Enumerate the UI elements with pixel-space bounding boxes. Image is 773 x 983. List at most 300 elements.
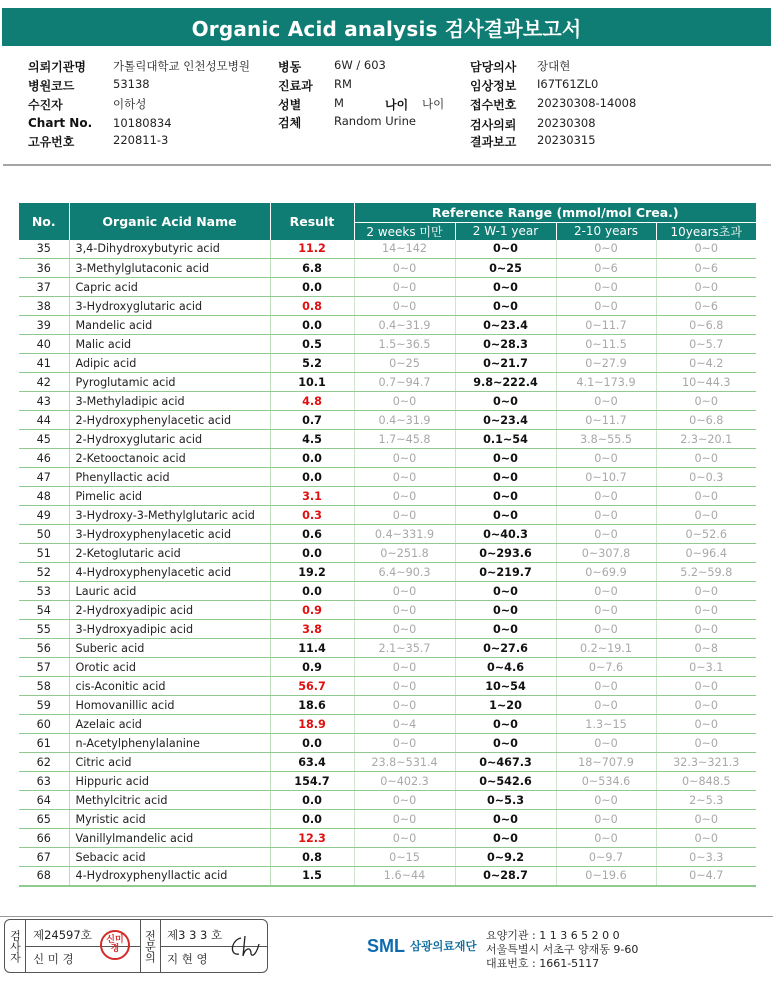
table-row: [19, 240, 756, 259]
range-2w-1y: 0~27.6: [455, 639, 556, 658]
acid-name: Capric acid: [69, 278, 270, 297]
row-number: 50: [19, 525, 69, 544]
range-over-10y: 0~0: [656, 696, 756, 715]
range-under-2-weeks: 0~0: [354, 449, 455, 468]
range-2w-1y: 0~0: [455, 392, 556, 411]
range-2w-1y: 0~0: [455, 468, 556, 487]
range-2w-1y: 0~467.3: [455, 753, 556, 772]
range-2w-1y: 0~293.6: [455, 544, 556, 563]
row-number: 61: [19, 734, 69, 753]
range-under-2-weeks: 0~4: [354, 715, 455, 734]
range-2-10y: 0~0: [556, 734, 656, 753]
table-row: [19, 772, 756, 791]
range-2w-1y: 0~0: [455, 601, 556, 620]
range-under-2-weeks: 0~0: [354, 601, 455, 620]
table-row: [19, 582, 756, 601]
clinical-value: I67T61ZL0: [537, 77, 599, 91]
row-number: 67: [19, 848, 69, 867]
range-2w-1y: 0~0: [455, 715, 556, 734]
range-2-10y: 0~307.8: [556, 544, 656, 563]
table-row: [19, 544, 756, 563]
result-value: 0.3: [270, 506, 354, 525]
acid-name: 2-Ketooctanoic acid: [69, 449, 270, 468]
table-row: [19, 829, 756, 848]
range-over-10y: 10~44.3: [656, 373, 756, 392]
range-2-10y: 0~9.7: [556, 848, 656, 867]
acid-name: Myristic acid: [69, 810, 270, 829]
range-2-10y: 0~534.6: [556, 772, 656, 791]
footer-divider: [0, 916, 773, 917]
header-range-over-10y: 10years초과: [656, 222, 756, 240]
range-2w-1y: 1~20: [455, 696, 556, 715]
result-value: 18.9: [270, 715, 354, 734]
range-2-10y: 0~0: [556, 392, 656, 411]
range-2w-1y: 0~9.2: [455, 848, 556, 867]
range-under-2-weeks: 0~0: [354, 658, 455, 677]
unique-label: 고유번호: [28, 135, 75, 149]
acid-name: 3,4-Dihydroxybutyric acid: [69, 240, 270, 259]
table-row: [19, 316, 756, 335]
range-2w-1y: 0~0: [455, 278, 556, 297]
result-value: 0.9: [270, 601, 354, 620]
table-row: [19, 563, 756, 582]
range-under-2-weeks: 0~0: [354, 259, 455, 278]
row-number: 43: [19, 392, 69, 411]
hospital-code-label: 병원코드: [28, 79, 75, 93]
result-value: 0.0: [270, 582, 354, 601]
result-value: 0.0: [270, 791, 354, 810]
table-row: [19, 810, 756, 829]
range-2-10y: 1.3~15: [556, 715, 656, 734]
range-over-10y: 0~0: [656, 620, 756, 639]
table-row: [19, 278, 756, 297]
range-2-10y: 0~27.9: [556, 354, 656, 373]
row-number: 65: [19, 810, 69, 829]
range-2-10y: 0~0: [556, 487, 656, 506]
chart-label: Chart No.: [28, 116, 93, 130]
result-value: 18.6: [270, 696, 354, 715]
range-2w-1y: 0~40.3: [455, 525, 556, 544]
specimen-value: Random Urine: [334, 114, 416, 128]
ward-value: 6W / 603: [334, 58, 386, 72]
result-value: 11.4: [270, 639, 354, 658]
table-row: [19, 487, 756, 506]
patient-label: 수진자: [28, 98, 63, 112]
doctor-label: 담당의사: [470, 60, 517, 74]
row-number: 59: [19, 696, 69, 715]
range-over-10y: 0~848.5: [656, 772, 756, 791]
table-row: [19, 696, 756, 715]
range-under-2-weeks: 0~0: [354, 582, 455, 601]
range-2-10y: 18~707.9: [556, 753, 656, 772]
acid-name: 4-Hydroxyphenylacetic acid: [69, 563, 270, 582]
range-2-10y: 0~0: [556, 506, 656, 525]
range-over-10y: 0~0: [656, 715, 756, 734]
range-2-10y: 0~0: [556, 791, 656, 810]
dept-value: RM: [334, 77, 352, 91]
tester-name: 신 미 경: [33, 952, 74, 966]
range-2w-1y: 0~21.7: [455, 354, 556, 373]
result-value: 0.7: [270, 411, 354, 430]
range-2w-1y: 0~23.4: [455, 316, 556, 335]
range-under-2-weeks: 0~402.3: [354, 772, 455, 791]
table-row: [19, 639, 756, 658]
row-number: 49: [19, 506, 69, 525]
range-under-2-weeks: 0~0: [354, 468, 455, 487]
acid-name: 3-Hydroxyphenylacetic acid: [69, 525, 270, 544]
table-row: [19, 753, 756, 772]
table-row: [19, 848, 756, 867]
result-value: 0.0: [270, 810, 354, 829]
range-2-10y: 0~11.7: [556, 316, 656, 335]
range-over-10y: 0~6.8: [656, 411, 756, 430]
result-value: 0.5: [270, 335, 354, 354]
table-row: [19, 468, 756, 487]
range-over-10y: 0~0: [656, 829, 756, 848]
acid-name: 3-Methyladipic acid: [69, 392, 270, 411]
table-row: [19, 791, 756, 810]
range-over-10y: 0~6.8: [656, 316, 756, 335]
acid-name: Azelaic acid: [69, 715, 270, 734]
range-over-10y: 0~0: [656, 810, 756, 829]
row-number: 42: [19, 373, 69, 392]
acid-name: 2-Hydroxyglutaric acid: [69, 430, 270, 449]
range-under-2-weeks: 0.4~31.9: [354, 411, 455, 430]
range-2w-1y: 0~542.6: [455, 772, 556, 791]
result-value: 0.0: [270, 544, 354, 563]
range-under-2-weeks: 0~0: [354, 506, 455, 525]
range-2-10y: 0~7.6: [556, 658, 656, 677]
acid-name: 3-Hydroxyglutaric acid: [69, 297, 270, 316]
range-under-2-weeks: 0~0: [354, 810, 455, 829]
range-2w-1y: 0~5.3: [455, 791, 556, 810]
range-over-10y: 2~5.3: [656, 791, 756, 810]
table-row: [19, 677, 756, 696]
specialist-number: 제3 3 3 호: [167, 928, 223, 942]
range-over-10y: 0~0: [656, 582, 756, 601]
range-2-10y: 0~0: [556, 620, 656, 639]
tester-label: 검사자: [8, 929, 22, 963]
range-over-10y: 0~0: [656, 677, 756, 696]
table-row: [19, 430, 756, 449]
range-2w-1y: 0~0: [455, 620, 556, 639]
patient-info: [0, 50, 773, 165]
range-2-10y: 0~11.5: [556, 335, 656, 354]
range-over-10y: 0~0: [656, 734, 756, 753]
unique-value: 220811-3: [113, 133, 169, 147]
logo-mark: SML: [367, 935, 405, 956]
report-value: 20230315: [537, 133, 596, 147]
range-2w-1y: 0~0: [455, 487, 556, 506]
report-title: Organic Acid analysis 검사결과보고서: [2, 8, 771, 46]
clinical-label: 임상정보: [470, 79, 517, 93]
range-over-10y: 0~0: [656, 487, 756, 506]
hospital-code-value: 53138: [113, 77, 150, 91]
result-value: 0.0: [270, 734, 354, 753]
range-2-10y: 0~0: [556, 525, 656, 544]
range-under-2-weeks: 0~0: [354, 791, 455, 810]
range-under-2-weeks: 0~251.8: [354, 544, 455, 563]
range-2-10y: 0~69.9: [556, 563, 656, 582]
table-row: [19, 715, 756, 734]
range-under-2-weeks: 14~142: [354, 240, 455, 259]
acid-name: Vanillylmandelic acid: [69, 829, 270, 848]
range-under-2-weeks: 0.7~94.7: [354, 373, 455, 392]
tester-number: 제24597호: [33, 928, 92, 942]
range-2w-1y: 0~25: [455, 259, 556, 278]
ward-label: 병동: [278, 60, 302, 74]
range-under-2-weeks: 23.8~531.4: [354, 753, 455, 772]
range-over-10y: 0~52.6: [656, 525, 756, 544]
result-value: 12.3: [270, 829, 354, 848]
range-2w-1y: 0~28.3: [455, 335, 556, 354]
header-no: No.: [19, 203, 69, 240]
range-over-10y: 32.3~321.3: [656, 753, 756, 772]
row-number: 44: [19, 411, 69, 430]
table-row: [19, 867, 756, 886]
range-2-10y: 0~0: [556, 449, 656, 468]
sex-label: 성별: [278, 98, 302, 112]
result-value: 154.7: [270, 772, 354, 791]
header-range-2w-1y: 2 W-1 year: [455, 222, 556, 240]
range-over-10y: 0~5.7: [656, 335, 756, 354]
range-2-10y: 0~0: [556, 240, 656, 259]
acid-name: 2-Hydroxyphenylacetic acid: [69, 411, 270, 430]
range-2w-1y: 0~0: [455, 810, 556, 829]
result-value: 63.4: [270, 753, 354, 772]
range-under-2-weeks: 2.1~35.7: [354, 639, 455, 658]
range-2-10y: 0~0: [556, 696, 656, 715]
row-number: 37: [19, 278, 69, 297]
receipt-value: 20230308-14008: [537, 96, 637, 110]
result-value: 0.8: [270, 848, 354, 867]
result-value: 3.8: [270, 620, 354, 639]
institution-number: 요양기관 : 1 1 3 6 5 2 0 0: [486, 929, 620, 942]
receipt-label: 접수번호: [470, 98, 517, 112]
result-value: 4.8: [270, 392, 354, 411]
range-2w-1y: 0.1~54: [455, 430, 556, 449]
range-2-10y: 0~0: [556, 829, 656, 848]
range-under-2-weeks: 0.4~31.9: [354, 316, 455, 335]
row-number: 55: [19, 620, 69, 639]
row-number: 46: [19, 449, 69, 468]
header-range-under-2-weeks: 2 weeks 미만: [354, 222, 455, 240]
range-over-10y: 0~8: [656, 639, 756, 658]
row-number: 40: [19, 335, 69, 354]
result-value: 5.2: [270, 354, 354, 373]
acid-name: Pyroglutamic acid: [69, 373, 270, 392]
range-2-10y: 0~19.6: [556, 867, 656, 886]
acid-name: n-Acetylphenylalanine: [69, 734, 270, 753]
acid-name: Pimelic acid: [69, 487, 270, 506]
acid-name: Lauric acid: [69, 582, 270, 601]
table-row: [19, 259, 756, 278]
range-under-2-weeks: 0~15: [354, 848, 455, 867]
row-number: 45: [19, 430, 69, 449]
range-over-10y: 0~4.2: [656, 354, 756, 373]
row-number: 54: [19, 601, 69, 620]
range-over-10y: 0~3.3: [656, 848, 756, 867]
range-over-10y: 0~0.3: [656, 468, 756, 487]
specialist-signature: [227, 932, 263, 962]
result-value: 4.5: [270, 430, 354, 449]
result-value: 0.6: [270, 525, 354, 544]
result-value: 0.0: [270, 278, 354, 297]
result-value: 3.1: [270, 487, 354, 506]
chart-value: 10180834: [113, 116, 172, 130]
results-table: [19, 203, 756, 887]
lab-address: [486, 929, 638, 971]
row-number: 38: [19, 297, 69, 316]
range-over-10y: 0~6: [656, 259, 756, 278]
range-over-10y: 2.3~20.1: [656, 430, 756, 449]
range-under-2-weeks: 0~0: [354, 696, 455, 715]
range-2w-1y: 10~54: [455, 677, 556, 696]
acid-name: cis-Aconitic acid: [69, 677, 270, 696]
acid-name: 3-Hydroxyadipic acid: [69, 620, 270, 639]
row-number: 66: [19, 829, 69, 848]
patient-value: 이하성: [113, 97, 147, 111]
range-under-2-weeks: 0~0: [354, 278, 455, 297]
row-number: 52: [19, 563, 69, 582]
result-value: 0.9: [270, 658, 354, 677]
results-table-wrap: [19, 203, 756, 887]
range-2-10y: 0~11.7: [556, 411, 656, 430]
row-number: 48: [19, 487, 69, 506]
table-row: [19, 620, 756, 639]
range-2-10y: 0.2~19.1: [556, 639, 656, 658]
range-2w-1y: 0~0: [455, 449, 556, 468]
range-under-2-weeks: 0~25: [354, 354, 455, 373]
address-line: 서울특별시 서초구 양재동 9-60: [486, 943, 639, 956]
dept-label: 진료과: [278, 79, 313, 93]
sml-logo: [367, 928, 477, 964]
range-under-2-weeks: 0~0: [354, 297, 455, 316]
request-label: 검사의뢰: [470, 118, 517, 132]
acid-name: Citric acid: [69, 753, 270, 772]
table-row: [19, 354, 756, 373]
range-2w-1y: 0~0: [455, 240, 556, 259]
row-number: 41: [19, 354, 69, 373]
row-number: 60: [19, 715, 69, 734]
table-row: [19, 734, 756, 753]
acid-name: Adipic acid: [69, 354, 270, 373]
report-label: 결과보고: [470, 135, 517, 149]
result-value: 0.0: [270, 449, 354, 468]
results-body: [19, 240, 756, 886]
range-under-2-weeks: 0~0: [354, 829, 455, 848]
range-under-2-weeks: 0~0: [354, 734, 455, 753]
range-2-10y: 0~10.7: [556, 468, 656, 487]
sex-value: M: [334, 96, 344, 110]
logo-text: 삼광의료재단: [410, 939, 477, 953]
table-row: [19, 297, 756, 316]
row-number: 36: [19, 259, 69, 278]
range-2w-1y: 0~0: [455, 582, 556, 601]
acid-name: 2-Ketoglutaric acid: [69, 544, 270, 563]
range-under-2-weeks: 0~0: [354, 620, 455, 639]
acid-name: Phenyllactic acid: [69, 468, 270, 487]
range-under-2-weeks: 6.4~90.3: [354, 563, 455, 582]
acid-name: 3-Methylglutaconic acid: [69, 259, 270, 278]
range-2w-1y: 0~219.7: [455, 563, 556, 582]
range-2-10y: 0~0: [556, 278, 656, 297]
range-2w-1y: 0~0: [455, 297, 556, 316]
range-2-10y: 3.8~55.5: [556, 430, 656, 449]
acid-name: Sebacic acid: [69, 848, 270, 867]
acid-name: Mandelic acid: [69, 316, 270, 335]
row-number: 68: [19, 867, 69, 886]
range-over-10y: 0~0: [656, 449, 756, 468]
range-over-10y: 0~3.1: [656, 658, 756, 677]
age-value: 나이: [422, 97, 445, 111]
acid-name: Homovanillic acid: [69, 696, 270, 715]
acid-name: Orotic acid: [69, 658, 270, 677]
acid-name: 2-Hydroxyadipic acid: [69, 601, 270, 620]
row-number: 58: [19, 677, 69, 696]
header-range-2-10y: 2-10 years: [556, 222, 656, 240]
header-name: Organic Acid Name: [69, 203, 270, 240]
range-over-10y: 0~0: [656, 601, 756, 620]
table-row: [19, 411, 756, 430]
result-value: 0.8: [270, 297, 354, 316]
range-under-2-weeks: 1.7~45.8: [354, 430, 455, 449]
range-under-2-weeks: 0~0: [354, 677, 455, 696]
range-2w-1y: 0~28.7: [455, 867, 556, 886]
range-under-2-weeks: 0~0: [354, 392, 455, 411]
result-value: 56.7: [270, 677, 354, 696]
table-row: [19, 525, 756, 544]
range-over-10y: 5.2~59.8: [656, 563, 756, 582]
range-over-10y: 0~0: [656, 506, 756, 525]
range-2-10y: 4.1~173.9: [556, 373, 656, 392]
range-2w-1y: 0~0: [455, 734, 556, 753]
row-number: 35: [19, 240, 69, 259]
range-2-10y: 0~0: [556, 601, 656, 620]
range-over-10y: 0~4.7: [656, 867, 756, 886]
result-value: 19.2: [270, 563, 354, 582]
table-row: [19, 449, 756, 468]
row-number: 53: [19, 582, 69, 601]
row-number: 63: [19, 772, 69, 791]
range-under-2-weeks: 0.4~331.9: [354, 525, 455, 544]
range-2-10y: 0~0: [556, 297, 656, 316]
info-divider: [3, 164, 771, 166]
table-row: [19, 373, 756, 392]
phone-number: 대표번호 : 1661-5117: [486, 957, 600, 970]
range-over-10y: 0~6: [656, 297, 756, 316]
acid-name: 3-Hydroxy-3-Methylglutaric acid: [69, 506, 270, 525]
table-row: [19, 658, 756, 677]
range-2w-1y: 0~4.6: [455, 658, 556, 677]
header-result: Result: [270, 203, 354, 240]
request-value: 20230308: [537, 116, 596, 130]
range-2-10y: 0~0: [556, 677, 656, 696]
result-value: 0.0: [270, 316, 354, 335]
specialist-label: 전문의: [143, 929, 157, 963]
result-value: 6.8: [270, 259, 354, 278]
row-number: 47: [19, 468, 69, 487]
row-number: 39: [19, 316, 69, 335]
acid-name: Malic acid: [69, 335, 270, 354]
header-reference-range: Reference Range (mmol/mol Crea.): [354, 203, 756, 222]
institution-value: 가톨릭대학교 인천성모병원: [113, 59, 250, 73]
result-value: 0.0: [270, 468, 354, 487]
range-over-10y: 0~96.4: [656, 544, 756, 563]
signature-box: [4, 919, 268, 973]
specialist-name: 지 현 영: [167, 952, 208, 966]
doctor-value: 장대현: [537, 59, 571, 73]
